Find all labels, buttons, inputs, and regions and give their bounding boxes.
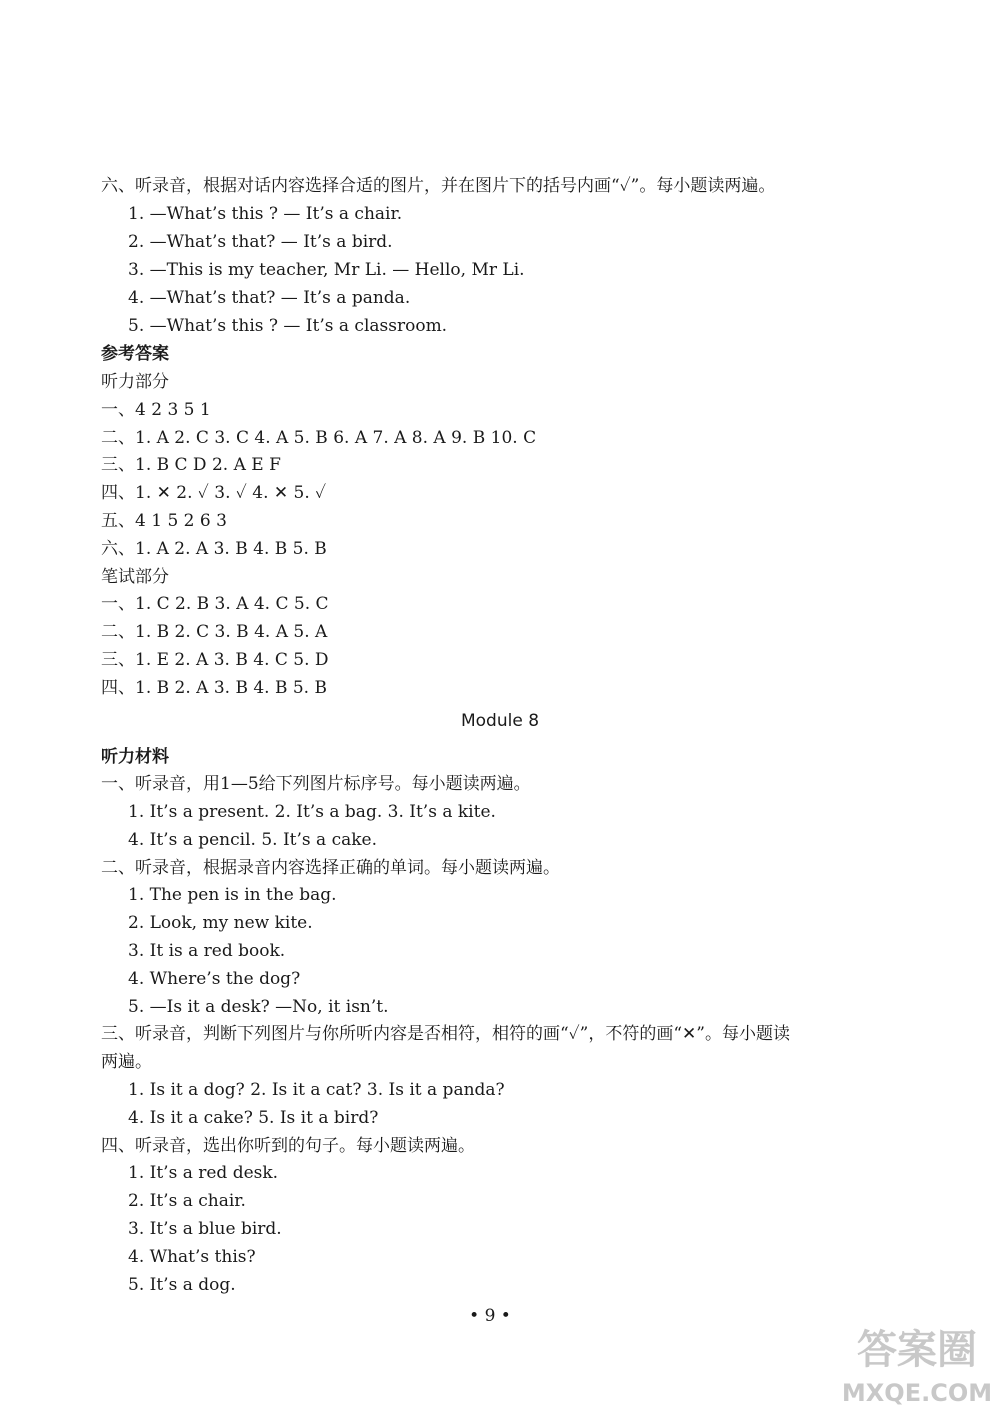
section-heading: 六、听录音，根据对话内容选择合适的图片，并在图片下的括号内画“✓”。每小题读两遍。: [101, 176, 776, 196]
watermark-logo: [842, 1317, 992, 1409]
list-item: 4. —What’s that? — It’s a panda.: [128, 288, 411, 308]
module-title: Module 8: [460, 711, 540, 731]
answer-row: 二、1. A 2. C 3. C 4. A 5. B 6. A 7. A 8. A 9. B 10. C: [101, 428, 537, 448]
answer-row: 三、1. E 2. A 3. B 4. C 5. D: [101, 650, 329, 670]
list-item: 2. —What’s that? — It’s a bird.: [128, 232, 393, 252]
answer-row: 五、4 1 5 2 6 3: [101, 511, 227, 531]
section-heading-cont: 两遍。: [101, 1052, 152, 1072]
list-item: 2. Look, my new kite.: [128, 913, 313, 933]
answer-row: 四、1. B 2. A 3. B 4. B 5. B: [101, 678, 327, 698]
materials-title: 听力材料: [101, 747, 169, 767]
listening-subtitle: 听力部分: [101, 372, 169, 392]
written-subtitle: 笔试部分: [101, 567, 169, 587]
list-item: 1. The pen is in the bag.: [128, 885, 337, 905]
answer-row: 四、1. ✕ 2. ✓ 3. ✓ 4. ✕ 5. ✓: [101, 483, 327, 503]
list-item: 5. —What’s this ? — It’s a classroom.: [128, 316, 448, 336]
answer-row: 一、1. C 2. B 3. A 4. C 5. C: [101, 594, 329, 614]
page-number: • 9 •: [469, 1306, 511, 1326]
list-item: 4. What’s this?: [128, 1247, 256, 1267]
list-item: 4. Is it a cake? 5. Is it a bird?: [128, 1108, 379, 1128]
list-item: 3. —This is my teacher, Mr Li. — Hello, Mr Li.: [128, 260, 525, 280]
list-item: 5. It’s a dog.: [128, 1275, 236, 1295]
answer-row: 六、1. A 2. A 3. B 4. B 5. B: [101, 539, 327, 559]
list-item: 2. It’s a chair.: [128, 1191, 246, 1211]
section-heading: 三、听录音，判断下列图片与你所听内容是否相符，相符的画“✓”，不符的画“✕”。每小题读: [101, 1024, 790, 1044]
list-item: 4. Where’s the dog?: [128, 969, 301, 989]
list-item: 1. Is it a dog? 2. Is it a cat? 3. Is it a panda?: [128, 1080, 505, 1100]
section-heading: 四、听录音，选出你听到的句子。每小题读两遍。: [101, 1136, 475, 1156]
watermark-text-top: 答案圈: [857, 1327, 977, 1373]
list-item: 3. It is a red book.: [128, 941, 286, 961]
section-heading: 二、听录音，根据录音内容选择正确的单词。每小题读两遍。: [101, 858, 560, 878]
list-item: 1. It’s a red desk.: [128, 1163, 279, 1183]
answer-row: 三、1. B C D 2. A E F: [101, 455, 281, 475]
answer-row: 一、4 2 3 5 1: [101, 400, 211, 420]
list-item: 3. It’s a blue bird.: [128, 1219, 282, 1239]
answers-title: 参考答案: [101, 344, 169, 364]
section-heading: 一、听录音，用1—5给下列图片标序号。每小题读两遍。: [101, 774, 531, 794]
watermark-text-bottom: MXQE.COM: [842, 1379, 992, 1407]
answer-row: 二、1. B 2. C 3. B 4. A 5. A: [101, 622, 328, 642]
list-item: 5. —Is it a desk? —No, it isn’t.: [128, 997, 389, 1017]
list-item: 1. It’s a present. 2. It’s a bag. 3. It’s a kite.: [128, 802, 496, 822]
list-item: 4. It’s a pencil. 5. It’s a cake.: [128, 830, 377, 850]
list-item: 1. —What’s this ? — It’s a chair.: [128, 204, 403, 224]
